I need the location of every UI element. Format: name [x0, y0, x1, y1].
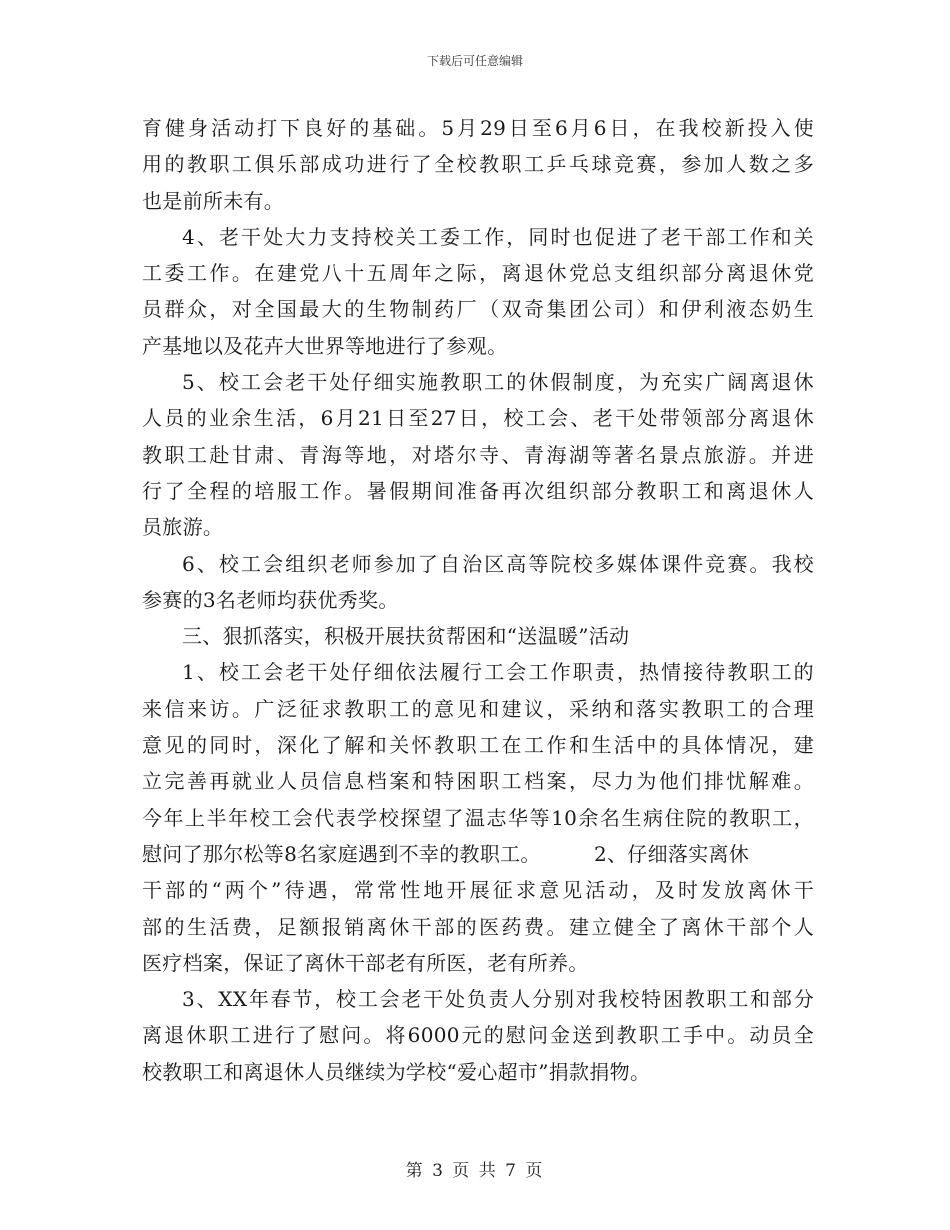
text-line: 工委工作。在建党八十五周年之际，离退休党总支组织部分离退休党	[142, 261, 814, 286]
text-line: 立完善再就业人员信息档案和特困职工档案，尽力为他们排忧解难。	[142, 769, 814, 794]
text-line: 校教职工和离退休人员继续为学校“爱心超市”捐款捐物。	[142, 1059, 651, 1084]
text-line: 干部的“两个”待遇，常常性地开展征求意见活动，及时发放离休干	[142, 878, 814, 903]
page-number: 第 3 页 共 7 页	[405, 1161, 545, 1181]
text-line: 员群众，对全国最大的生物制药厂（双奇集团公司）和伊利液态奶生	[142, 297, 814, 322]
text-line: 来信来访。广泛征求教职工的意见和建议，采纳和落实教职工的合理	[142, 696, 814, 721]
text-line: 产基地以及花卉大世界等地进行了参观。	[142, 333, 508, 358]
text-line: 医疗档案，保证了离休干部老有所医，老有所养。	[142, 950, 589, 975]
text-line: 意见的同时，深化了解和关怀教职工在工作和生活中的具体情况，建	[142, 733, 814, 758]
text-line: 育健身活动打下良好的基础。5月29日至6月6日，在我校新投入使	[142, 116, 814, 140]
text-line: 1、校工会老干处仔细依法履行工会工作职责，热情接待教职工的	[182, 660, 814, 685]
text-line: 4、老干处大力支持校关工委工作，同时也促进了老干部工作和关	[182, 224, 814, 249]
text-line: 员旅游。	[142, 515, 224, 540]
text-line: 今年上半年校工会代表学校探望了温志华等10余名生病住院的教职工，	[142, 805, 814, 830]
text-line: 行了全程的培服工作。暑假期间准备再次组织部分教职工和离退休人	[142, 478, 814, 503]
text-line: 也是前所未有。	[142, 188, 285, 213]
text-line: 离退休职工进行了慰问。将6000元的慰问金送到教职工手中。动员全	[142, 1023, 814, 1048]
text-line: 用的教职工俱乐部成功进行了全校教职工乒乓球竞赛，参加人数之多	[142, 152, 814, 177]
text-line: 3、XX年春节，校工会老干处负责人分别对我校特困教职工和部分	[182, 987, 814, 1012]
document-body	[142, 110, 814, 1090]
text-line: 部的生活费，足额报销离休干部的医药费。建立健全了离休干部个人	[142, 914, 814, 939]
page-header: 下载后可任意编辑	[426, 54, 523, 68]
text-line: 教职工赴甘肃、青海等地，对塔尔寺、青海湖等著名景点旅游。并进	[142, 442, 814, 467]
section-heading: 三、狠抓落实，积极开展扶贫帮困和“送温暖”活动	[182, 624, 630, 649]
text-line: 参赛的3名老师均获优秀奖。	[142, 587, 399, 612]
text-line: 5、校工会老干处仔细实施教职工的休假制度，为充实广阔离退休	[182, 370, 814, 395]
text-line: 慰问了那尔松等8名家庭遇到不幸的教职工。 2、仔细落实离休	[142, 841, 750, 866]
text-line: 6、校工会组织老师参加了自治区高等院校多媒体课件竞赛。我校	[182, 551, 814, 576]
text-line: 人员的业余生活，6月21日至27日，校工会、老干处带领部分离退休	[142, 406, 814, 431]
